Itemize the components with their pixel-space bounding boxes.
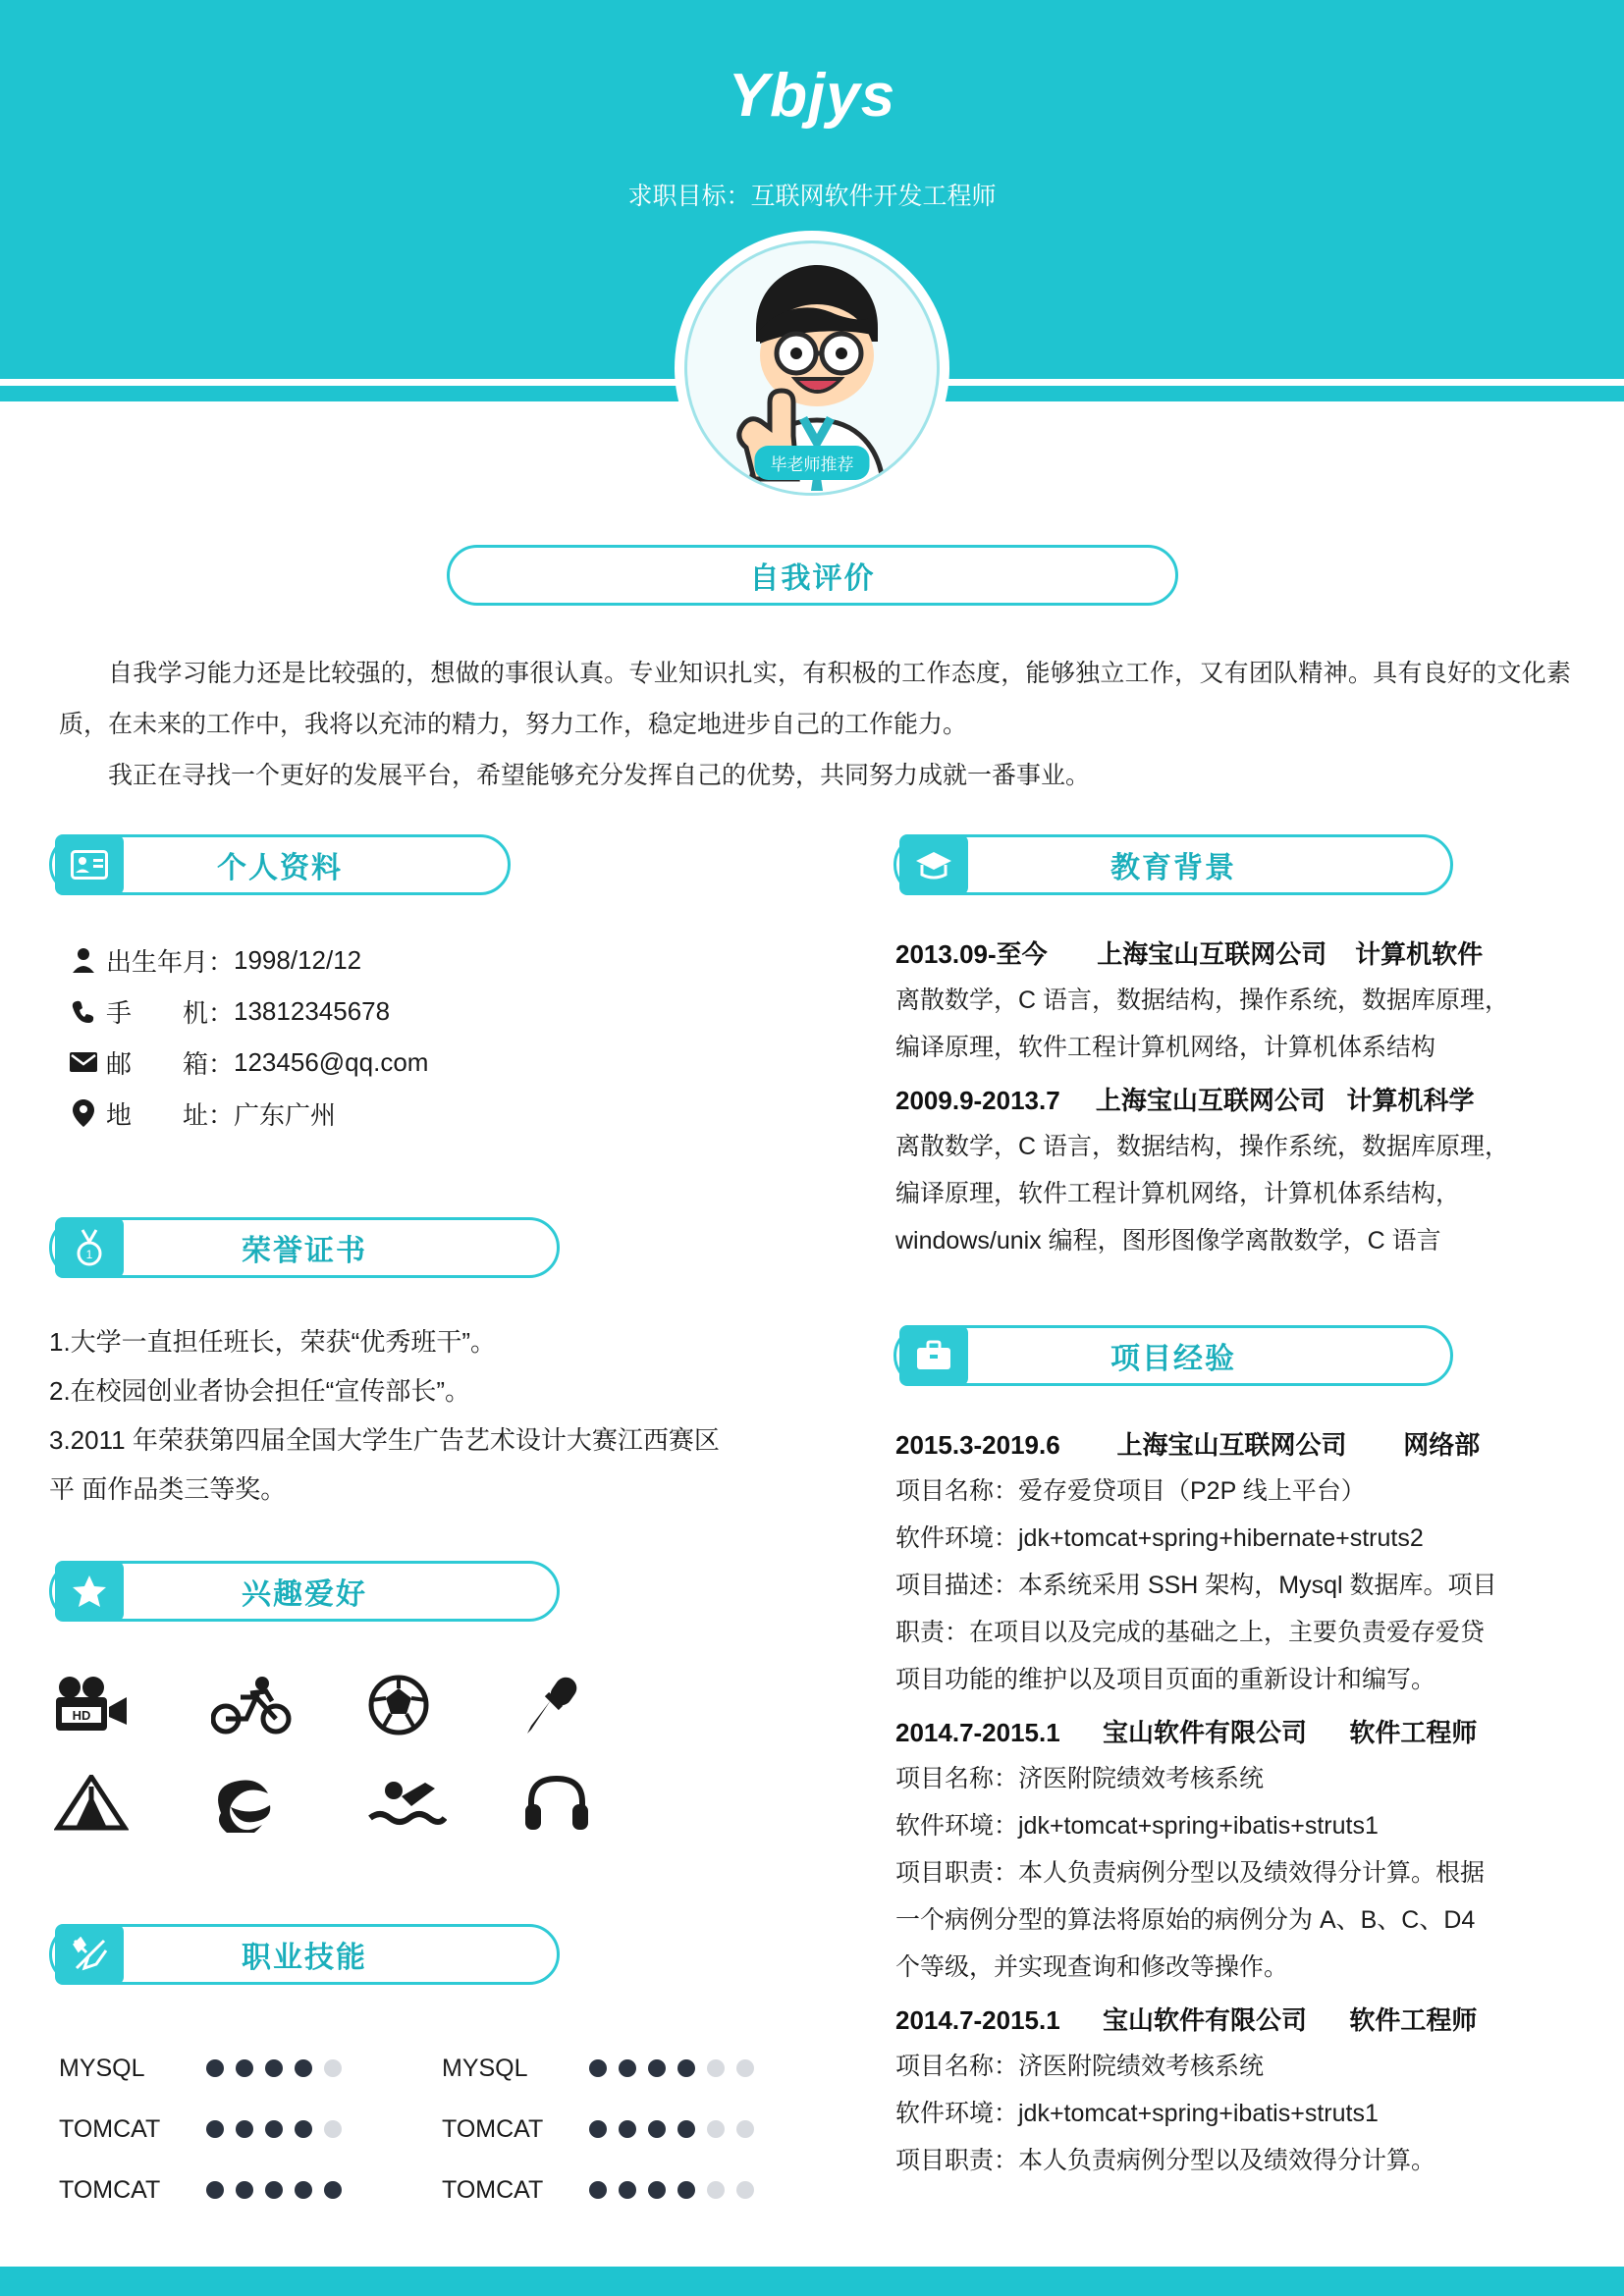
education-title: 教育背景 bbox=[1110, 852, 1236, 884]
graduation-cap-icon bbox=[899, 834, 968, 895]
project-entry-line: 项目职责：本人负责病例分型以及绩效得分计算。 bbox=[895, 2147, 1436, 2174]
hobbies-title-pill bbox=[49, 1561, 560, 1622]
skills-column-1 bbox=[59, 2038, 383, 2220]
info-row bbox=[61, 1088, 844, 1139]
skill-name: TOMCAT bbox=[442, 2114, 544, 2143]
projects-body bbox=[844, 1425, 1561, 2184]
page-title: Ybjys bbox=[728, 62, 896, 130]
location-icon bbox=[61, 1099, 106, 1127]
mail-icon bbox=[61, 1052, 106, 1072]
education-entry-heading: 2009.9-2013.7 上海宝山互联网公司 计算机科学 bbox=[895, 1086, 1475, 1115]
honors-body bbox=[0, 1317, 727, 1514]
svg-text:1: 1 bbox=[85, 1248, 93, 1261]
project-entry-line: 个等级，并实现查询和修改等操作。 bbox=[895, 1953, 1289, 1981]
project-entry-line: 软件环境：jdk+tomcat+spring+ibatis+struts1 bbox=[895, 1812, 1379, 1840]
project-entry bbox=[895, 1425, 1561, 1703]
skill-row bbox=[442, 2038, 766, 2099]
info-label: 手 机： bbox=[106, 997, 235, 1028]
skills-title-pill bbox=[49, 1924, 560, 1985]
section-personal bbox=[0, 834, 844, 1139]
briefcase-icon bbox=[899, 1325, 968, 1386]
education-entry-heading: 2013.09-至今 上海宝山互联网公司 计算机软件 bbox=[895, 939, 1484, 969]
microphone-icon bbox=[525, 1667, 682, 1743]
soccer-ball-icon bbox=[368, 1667, 525, 1743]
skill-row bbox=[442, 2160, 766, 2220]
education-entry-line: 离散数学，C 语言，数据结构，操作系统，数据库原理， bbox=[895, 987, 1510, 1014]
section-skills bbox=[0, 1924, 844, 2220]
skills-header bbox=[0, 1924, 844, 1985]
skill-row bbox=[59, 2099, 383, 2160]
hobby-icon-grid bbox=[0, 1667, 628, 1842]
video-camera-hd-icon bbox=[54, 1667, 211, 1743]
project-entry-line: 项目职责：本人负责病例分型以及绩效得分计算。根据 bbox=[895, 1859, 1486, 1887]
project-entry-heading: 2015.3-2019.6 上海宝山互联网公司 网络部 bbox=[895, 1430, 1481, 1460]
projects-header bbox=[844, 1325, 1624, 1386]
project-entry-line: 项目名称：济医附院绩效考核系统 bbox=[895, 2053, 1265, 2080]
project-entry-line: 项目功能的维护以及项目页面的重新设计和编写。 bbox=[895, 1666, 1436, 1693]
right-column bbox=[844, 0, 1624, 2296]
info-label: 地 址： bbox=[106, 1099, 235, 1130]
job-objective: 求职目标：互联网软件开发工程师 bbox=[627, 183, 997, 210]
self-evaluation-title: 自我评价 bbox=[749, 562, 876, 595]
project-entry-line: 项目名称：爱存爱贷项目（P2P 线上平台） bbox=[895, 1477, 1366, 1505]
project-entry-line: 软件环境：jdk+tomcat+spring+hibernate+struts2 bbox=[895, 1524, 1424, 1552]
education-body bbox=[844, 934, 1561, 1264]
education-title-pill bbox=[893, 834, 1453, 895]
info-row bbox=[61, 986, 844, 1037]
skills-title: 职业技能 bbox=[242, 1942, 367, 1974]
hobbies-header bbox=[0, 1561, 844, 1622]
project-entry bbox=[895, 1713, 1561, 1991]
info-value: 广东广州 bbox=[234, 1099, 337, 1130]
skill-row bbox=[59, 2038, 383, 2099]
skill-level-dots bbox=[206, 2181, 342, 2199]
phone-icon bbox=[61, 999, 106, 1023]
education-entry-line: 编译原理，软件工程计算机网络，计算机体系结构 bbox=[895, 1034, 1436, 1061]
education-entry bbox=[895, 1081, 1561, 1264]
personal-title: 个人资料 bbox=[217, 852, 343, 884]
section-education bbox=[844, 834, 1624, 1274]
project-entry-line: 一个病例分型的算法将原始的病例分为 A、B、C、D4 bbox=[895, 1906, 1476, 1934]
skill-level-dots bbox=[206, 2120, 342, 2138]
avatar-badge: 毕老师推荐 bbox=[755, 446, 870, 480]
project-entry-heading: 2014.7-2015.1 宝山软件有限公司 软件工程师 bbox=[895, 2005, 1478, 2035]
education-entry-line: 离散数学，C 语言，数据结构，操作系统，数据库原理， bbox=[895, 1133, 1510, 1160]
project-entry-line: 项目名称：济医附院绩效考核系统 bbox=[895, 1765, 1265, 1792]
honors-title: 荣誉证书 bbox=[242, 1235, 367, 1267]
honor-line: 2.在校园创业者协会担任“宣传部长”。 bbox=[49, 1376, 471, 1406]
info-value: 123456@qq.com bbox=[234, 1046, 429, 1077]
section-honors bbox=[0, 1217, 844, 1514]
education-header bbox=[844, 834, 1624, 895]
skills-column-2 bbox=[442, 2038, 766, 2220]
honors-title-pill bbox=[49, 1217, 560, 1278]
section-hobbies bbox=[0, 1561, 844, 1842]
skill-name: TOMCAT bbox=[442, 2175, 544, 2204]
svg-text:HD: HD bbox=[72, 1708, 91, 1723]
hobbies-title: 兴趣爱好 bbox=[242, 1578, 367, 1611]
honors-header bbox=[0, 1217, 844, 1278]
skills-grid bbox=[0, 2038, 844, 2220]
internet-explorer-icon bbox=[211, 1765, 368, 1842]
self-evaluation-paragraph-2: 我正在寻找一个更好的发展平台，希望能够充分发挥自己的优势，共同努力成就一番事业。 bbox=[108, 762, 1091, 789]
education-entry bbox=[895, 934, 1561, 1071]
info-label: 邮 箱： bbox=[106, 1048, 235, 1079]
skill-name: MYSQL bbox=[59, 2054, 145, 2082]
skill-name: TOMCAT bbox=[59, 2114, 161, 2143]
education-entry-line: windows/unix 编程，图形图像学离散数学，C 语言 bbox=[895, 1227, 1441, 1255]
project-entry-line: 职责：在项目以及完成的基础之上，主要负责爱存爱贷 bbox=[895, 1619, 1486, 1646]
skill-level-dots bbox=[589, 2181, 754, 2199]
swimming-icon bbox=[368, 1765, 525, 1842]
footer-bar bbox=[0, 2267, 1624, 2296]
tools-icon bbox=[55, 1924, 124, 1985]
info-row bbox=[61, 934, 844, 986]
headphones-icon bbox=[525, 1765, 682, 1842]
medal-icon bbox=[55, 1217, 124, 1278]
skill-level-dots bbox=[589, 2059, 754, 2077]
star-icon bbox=[55, 1561, 124, 1622]
info-row bbox=[61, 1037, 844, 1088]
info-value: 1998/12/12 bbox=[234, 944, 362, 975]
personal-header bbox=[0, 834, 844, 895]
projects-title-pill bbox=[893, 1325, 1453, 1386]
user-icon bbox=[61, 947, 106, 973]
info-value: 13812345678 bbox=[234, 995, 391, 1026]
contact-card-icon bbox=[55, 834, 124, 895]
projects-title: 项目经验 bbox=[1110, 1343, 1236, 1375]
personal-info-list bbox=[0, 934, 844, 1139]
section-projects bbox=[844, 1325, 1624, 2194]
honor-line: 1.大学一直担任班长，荣获“优秀班干”。 bbox=[49, 1327, 497, 1357]
skill-level-dots bbox=[206, 2059, 342, 2077]
info-label: 出生年月： bbox=[106, 946, 235, 977]
project-entry-heading: 2014.7-2015.1 宝山软件有限公司 软件工程师 bbox=[895, 1718, 1478, 1747]
project-entry-line: 软件环境：jdk+tomcat+spring+ibatis+struts1 bbox=[895, 2100, 1379, 2127]
tent-icon bbox=[54, 1765, 211, 1842]
skill-row bbox=[442, 2099, 766, 2160]
project-entry-line: 项目描述：本系统采用 SSH 架构，Mysql 数据库。项目 bbox=[895, 1572, 1497, 1599]
skill-level-dots bbox=[589, 2120, 754, 2138]
cycling-icon bbox=[211, 1667, 368, 1743]
skill-name: TOMCAT bbox=[59, 2175, 161, 2204]
skill-name: MYSQL bbox=[442, 2054, 528, 2082]
project-entry bbox=[895, 2001, 1561, 2184]
education-entry-line: 编译原理，软件工程计算机网络，计算机体系结构， bbox=[895, 1180, 1461, 1207]
skill-row bbox=[59, 2160, 383, 2220]
self-evaluation-paragraph-1: 自我学习能力还是比较强的，想做的事很认真。专业知识扎实，有积极的工作态度，能够独立工作，又有团队精神。具有良好的文化素质，在未来的工作中，我将以充沛的精力，努力工作，稳定地进步自己的工作能力。 bbox=[59, 660, 1571, 738]
honor-line: 3.2011 年荣获第四届全国大学生广告艺术设计大赛江西赛区平 面作品类三等奖。 bbox=[49, 1425, 720, 1504]
